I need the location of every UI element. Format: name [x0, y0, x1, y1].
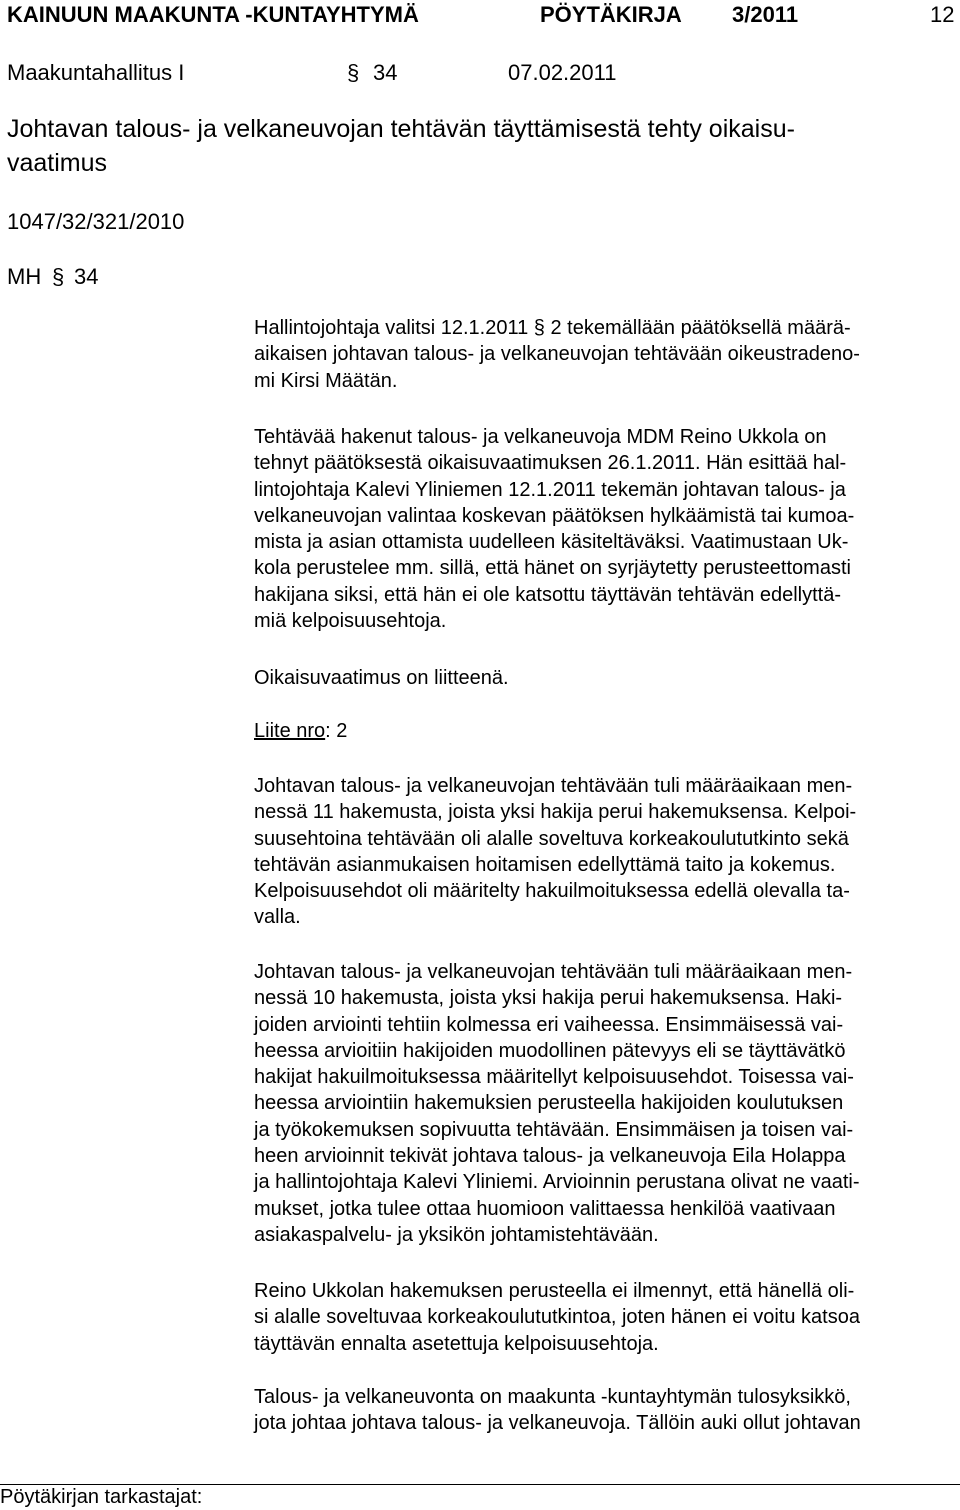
- document-title: [7, 112, 907, 180]
- text-line: valla.: [254, 906, 301, 929]
- text-line: aikaisen johtavan talous- ja velkaneuvojan tehtävään oikeustradeno-: [254, 343, 860, 366]
- mh-label: MH: [7, 264, 42, 289]
- text-line: Kelpoisuusehdot oli määritelty hakuilmoituksessa edellä olevalla ta-: [254, 880, 850, 903]
- title-line: Johtavan talous- ja velkaneuvojan tehtävän täyttämisestä tehty oikaisu-: [7, 115, 795, 143]
- text-line: velkaneuvojan valintaa koskevan päätöksen hylkäämistä tai kumoa-: [254, 504, 855, 527]
- text-line: Hallintojohtaja valitsi 12.1.2011 § 2 tekemällään päätöksellä määrä-: [254, 317, 851, 339]
- text-line: mukset, jotka tulee ottaa huomioon valittaessa henkilöä vaativaan: [254, 1197, 836, 1220]
- text-line: Talous- ja velkaneuvonta on maakunta -kuntayhtymän tulosyksikkö,: [254, 1386, 851, 1408]
- text-line: ja hallintojohtaja Kalevi Yliniemi. Arvioinnin perustana olivat ne vaati-: [254, 1171, 860, 1194]
- text-line: heen arvioinnit tekivät johtava talous- ja velkaneuvoja Eila Holappa: [254, 1145, 846, 1168]
- text-line: asiakaspalvelu- ja yksikön johtamistehtävään.: [254, 1223, 659, 1246]
- section-symbol: §: [347, 60, 360, 85]
- body-name: Maakuntahallitus I: [7, 60, 185, 85]
- text-line: nessä 10 hakemusta, joista yksi hakija perui hakemuksensa. Haki-: [254, 987, 843, 1010]
- text-line: jota johtaa johtava talous- ja velkaneuvoja. Tällöin auki ollut johtavan: [254, 1412, 861, 1435]
- document-number: 3/2011: [732, 2, 799, 27]
- section-number: 34: [373, 60, 398, 85]
- text-line: Reino Ukkolan hakemuksen perusteella ei ilmennyt, että hänellä oli-: [254, 1280, 855, 1302]
- text-line: Tehtävää hakenut talous- ja velkaneuvoja MDM Reino Ukkola on: [254, 426, 827, 448]
- text-line: hakijat hakuilmoituksessa määritellyt kelpoisuusehdot. Toisessa vai-: [254, 1066, 854, 1089]
- text-line: suusehtoina tehtävään oli alalle soveltuva korkeakoulututkinto sekä: [254, 827, 849, 850]
- paragraph-appeal: [254, 424, 959, 634]
- footer-inspectors-label: Pöytäkirjan tarkastajat:: [0, 1486, 203, 1508]
- text-line: tehnyt päätöksestä oikaisuvaatimuksen 26.1.2011. Hän esittää hal-: [254, 452, 847, 475]
- meeting-date: 07.02.2011: [508, 60, 617, 85]
- paragraph-qualifications: [254, 773, 959, 931]
- paragraph-decision: [254, 315, 959, 394]
- text-line: nessä 11 hakemusta, joista yksi hakija perui hakemuksensa. Kelpoi-: [254, 801, 857, 824]
- text-line: lintojohtaja Kalevi Yliniemen 12.1.2011 tekemän johtavan talous- ja: [254, 478, 846, 501]
- organization-name: KAINUUN MAAKUNTA -KUNTAYHTYMÄ: [7, 2, 419, 27]
- paragraph-attachment-note: [254, 665, 959, 691]
- paragraph-unit-description: [254, 1384, 959, 1437]
- text-line: Johtavan talous- ja velkaneuvojan tehtävään tuli määräaikaan men-: [254, 775, 853, 797]
- attachment-value: : 2: [325, 720, 348, 742]
- text-line: täyttävän ennalta asetettuja kelpoisuusehtoja.: [254, 1332, 659, 1355]
- reference-number: 1047/32/321/2010: [7, 209, 185, 234]
- text-line: Johtavan talous- ja velkaneuvojan tehtävään tuli määräaikaan men-: [254, 961, 853, 983]
- text-line: kola perustelee mm. sillä, että hänet on syrjäytetty perusteettomasti: [254, 557, 851, 580]
- paragraph-ukkola-assessment: [254, 1278, 959, 1357]
- page-footer: [0, 1484, 960, 1510]
- document-type: PÖYTÄKIRJA: [540, 2, 682, 27]
- title-line: vaatimus: [7, 149, 108, 177]
- attachment-reference: [254, 718, 959, 744]
- text-line: joiden arviointi tehtiin kolmessa eri vaiheessa. Ensimmäisessä vai-: [254, 1013, 844, 1036]
- text-line: mi Kirsi Määtän.: [254, 369, 398, 392]
- text-line: si alalle soveltuvaa korkeakoulututkintoa, joten hänen ei voitu katsoa: [254, 1306, 860, 1329]
- text-line: hakijana siksi, että hän ei ole katsottu täyttävän tehtävän edellyttä-: [254, 583, 842, 606]
- text-line: heessa arviointiin hakemuksien perusteella hakijoiden koulutuksen: [254, 1092, 844, 1115]
- mh-section-symbol: §: [52, 264, 65, 289]
- text-line: heessa arvioitiin hakijoiden muodollinen pätevyys eli se täyttävätkö: [254, 1039, 846, 1062]
- text-line: ja työkokemuksen sopivuutta tehtävään. Ensimmäisen ja toisen vai-: [254, 1118, 854, 1141]
- text-line: Oikaisuvaatimus on liitteenä.: [254, 667, 509, 689]
- attachment-label: Liite nro: [254, 720, 326, 742]
- text-line: tehtävän asianmukaisen hoitamisen edellyttämä taito ja kokemus.: [254, 853, 836, 876]
- mh-number: 34: [74, 264, 99, 289]
- text-line: miä kelpoisuusehtoja.: [254, 610, 447, 633]
- paragraph-evaluation: [254, 959, 959, 1248]
- text-line: mista ja asian ottamista uudelleen käsiteltäväksi. Vaatimustaan Uk-: [254, 531, 849, 554]
- page-number: 12: [930, 2, 955, 27]
